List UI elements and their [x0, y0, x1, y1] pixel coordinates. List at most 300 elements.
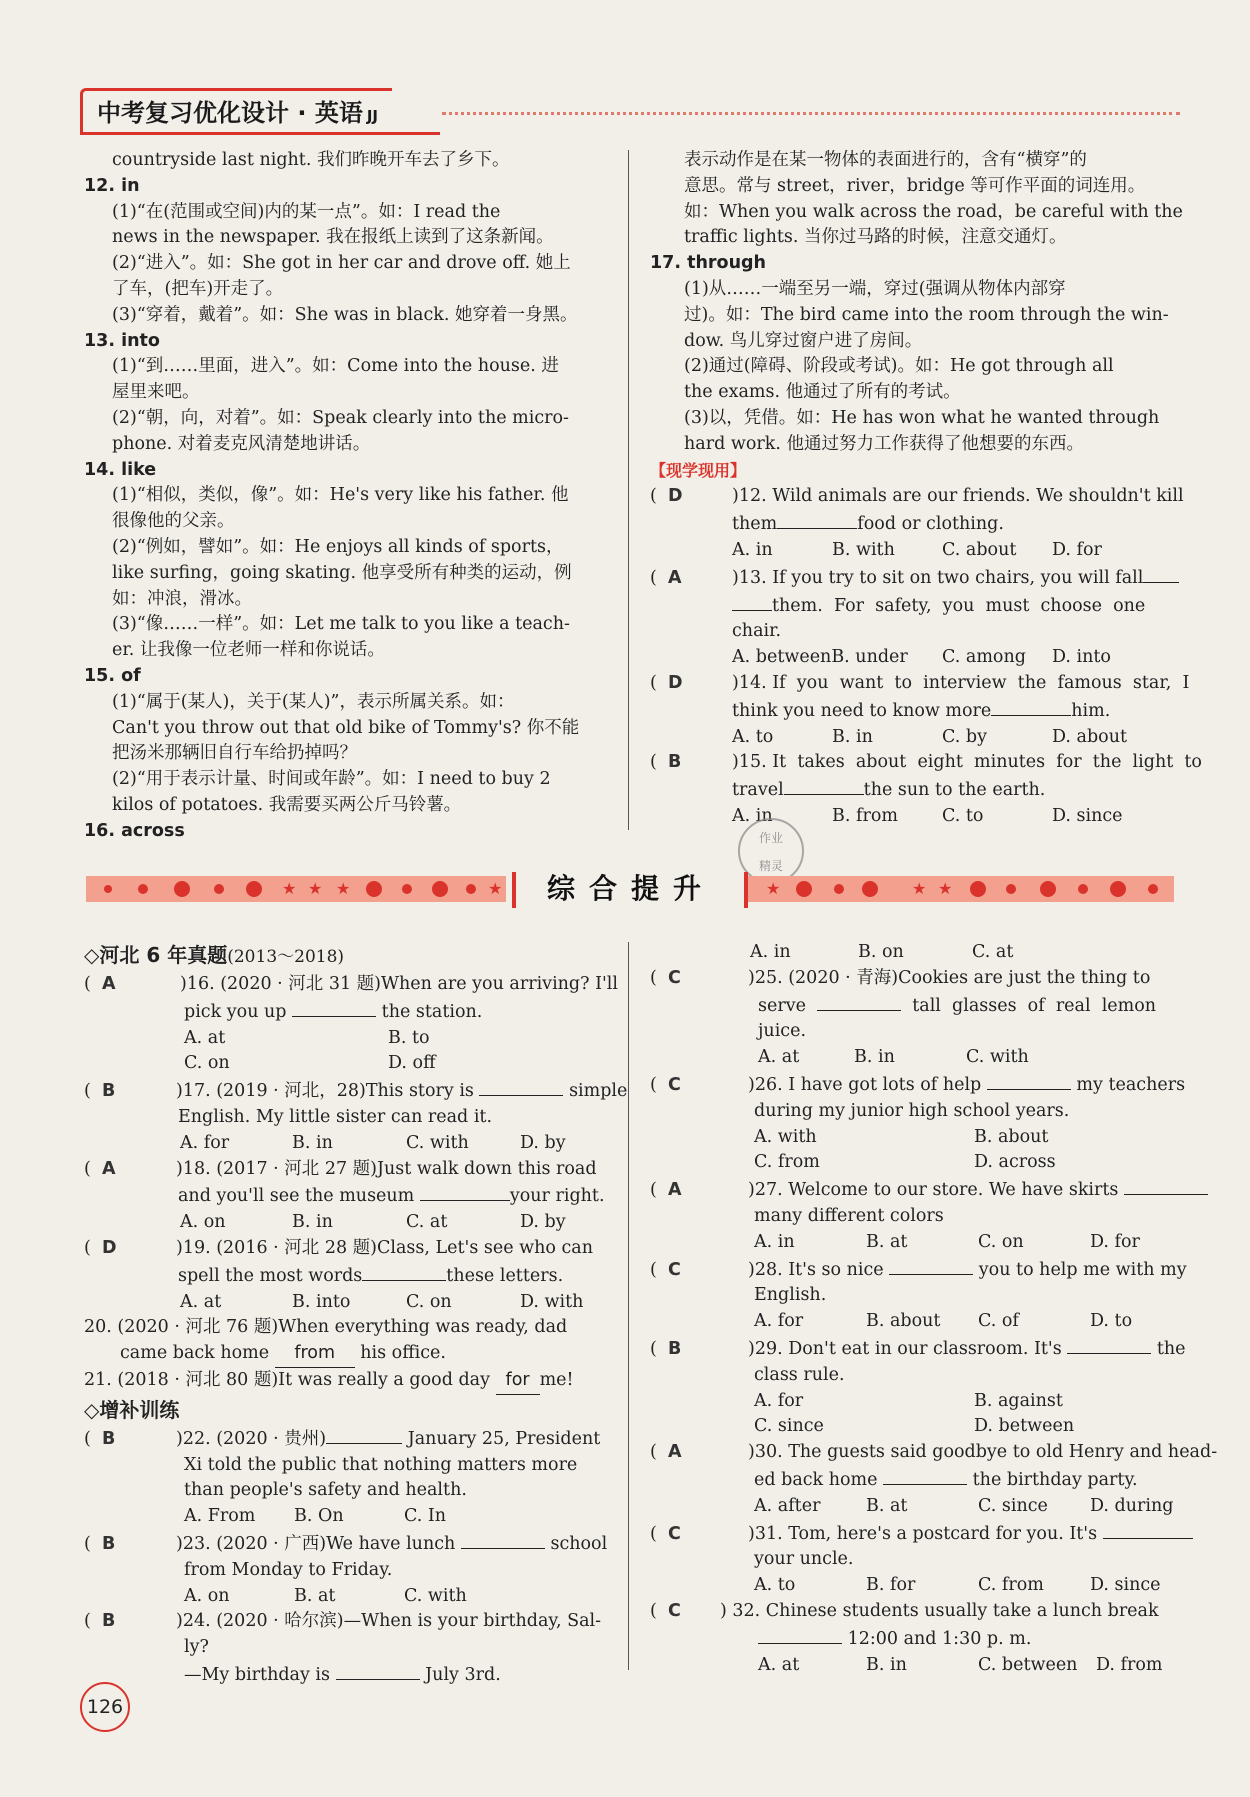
question-text: the	[1156, 1338, 1186, 1359]
option[interactable]: A. in	[732, 539, 773, 560]
option[interactable]: D. about	[1052, 726, 1128, 747]
question-text: )27. Welcome to our store. We have skirts	[748, 1180, 1119, 1201]
text-line: (2)“进入”。如：She got in her car and drove off. 她上	[112, 253, 571, 274]
text-line: 过)。如：The bird came into the room through the win-	[684, 304, 1169, 325]
option[interactable]: B. at	[866, 1231, 908, 1252]
options-row	[84, 1290, 614, 1316]
option[interactable]: D. across	[974, 1152, 1056, 1173]
answer-blank[interactable]	[1103, 1520, 1193, 1539]
answer-slot: ( B	[84, 1081, 116, 1102]
answer-blank[interactable]	[777, 510, 857, 529]
question-text: If you want to interview the famous star, I	[772, 672, 1190, 693]
answer-slot: ( C	[650, 1074, 681, 1095]
options-row	[650, 538, 1180, 564]
text-line: dow. 鸟儿穿过窗户进了房间。	[684, 330, 923, 351]
options-row	[84, 1051, 614, 1077]
option[interactable]: B. on	[858, 942, 904, 962]
banner-dot	[214, 884, 224, 894]
question-26	[650, 1071, 1186, 1176]
question-text: ly?	[184, 1637, 209, 1658]
option[interactable]: D. by	[520, 1132, 566, 1153]
question-text: Xi told the public that nothing matters more	[184, 1454, 578, 1475]
banner-star: ★	[282, 879, 297, 898]
question-text: ) 32. Chinese students usually take a lunch break	[720, 1600, 1159, 1621]
question-text: —My birthday is	[184, 1664, 330, 1685]
answer-slot: ( C	[650, 1600, 681, 1621]
option[interactable]: C. on	[184, 1053, 230, 1074]
question-31	[650, 1520, 1180, 1599]
question-text: your uncle.	[754, 1549, 854, 1570]
question-text: me!	[539, 1369, 574, 1390]
options-row	[650, 804, 1180, 830]
answer-blank[interactable]	[1067, 1335, 1151, 1354]
question-text: serve	[758, 995, 806, 1016]
options-row	[650, 1230, 1180, 1256]
question-text: July 3rd.	[425, 1664, 501, 1685]
option[interactable]: C. about	[942, 539, 1017, 560]
option[interactable]: B. about	[974, 1126, 1049, 1147]
banner-dot	[862, 881, 878, 897]
question-text: )25. (2020 · 青海)Cookies are just the thing to	[748, 967, 1151, 988]
answer-slot: ( A	[650, 1442, 682, 1463]
options-row	[650, 725, 1180, 751]
option[interactable]: A. at	[758, 1047, 800, 1068]
options-row	[84, 1131, 614, 1157]
banner-dot	[1040, 881, 1056, 897]
question-16	[84, 972, 618, 1077]
option[interactable]: B. to	[388, 1027, 430, 1048]
answer-blank[interactable]	[292, 998, 376, 1017]
options-row	[650, 645, 1180, 671]
question-text: these letters.	[446, 1265, 564, 1286]
question-text: )29. Don't eat in our classroom. It's	[748, 1338, 1062, 1359]
option[interactable]: C. between	[978, 1654, 1078, 1675]
option[interactable]: B. in	[866, 1654, 907, 1675]
option[interactable]: A. for	[180, 1132, 230, 1153]
section-heading-17: 17. through	[650, 253, 767, 274]
text-line: 把汤米那辆旧自行车给扔掉吗？	[112, 743, 357, 764]
option[interactable]: B. in	[832, 726, 873, 747]
question-20	[84, 1315, 614, 1368]
question-text: )18. (2017 · 河北 27 题)Just walk down this road	[176, 1158, 597, 1179]
text-line: 表示动作是在某一物体的表面进行的，含有“横穿”的	[684, 150, 1087, 170]
option[interactable]: C. with	[404, 1585, 467, 1606]
question-text: pick you up	[184, 1001, 287, 1022]
answer-slot: ( D	[650, 672, 683, 693]
question-text: )30. The guests said goodbye to old Henry and head-	[748, 1442, 1218, 1463]
question-text: )28. It's so nice	[748, 1259, 884, 1280]
banner-dot	[402, 884, 412, 894]
question-text: and you'll see the museum	[178, 1186, 415, 1207]
question-21	[84, 1368, 614, 1395]
options-row	[650, 1045, 1180, 1071]
banner-dot	[366, 881, 382, 897]
question-text: It takes about eight minutes for the light to	[772, 752, 1202, 773]
option[interactable]: D. into	[1052, 647, 1111, 668]
answer-slot: ( B	[84, 1533, 116, 1554]
option[interactable]: A. in	[750, 942, 791, 962]
question-text: them. For safety, you must choose one	[772, 595, 1146, 616]
answer-slot: ( B	[84, 1611, 116, 1632]
banner-title: 综合提升	[546, 872, 715, 905]
question-text: January 25, President	[407, 1428, 601, 1449]
option[interactable]: D. from	[1096, 1654, 1163, 1675]
options-row	[84, 1210, 614, 1236]
answer-slot: ( D	[84, 1237, 117, 1258]
options-row	[650, 1414, 1180, 1440]
question-text: my teachers	[1076, 1074, 1186, 1095]
question-22	[84, 1425, 614, 1530]
text-line: countryside last night. 我们昨晚开车去了乡下。	[112, 150, 510, 170]
header-sub: JJ	[366, 107, 378, 125]
option[interactable]: C. among	[942, 647, 1026, 668]
option[interactable]: B. On	[294, 1506, 344, 1527]
option[interactable]: D. since	[1052, 805, 1123, 826]
question-text: think you need to know more	[732, 700, 992, 721]
answer-slot: ( B	[84, 1428, 116, 1449]
column-divider	[628, 942, 629, 1670]
answer-blank[interactable]	[1124, 1176, 1208, 1195]
option[interactable]: D. by	[520, 1212, 566, 1233]
question-text: them	[732, 514, 778, 535]
question-text: )26. I have got lots of help	[748, 1074, 982, 1095]
option[interactable]: C. with	[406, 1132, 469, 1153]
text-line: traffic lights. 当你过马路的时候，注意交通灯。	[684, 227, 1067, 248]
option[interactable]: A. in	[732, 805, 773, 826]
question-text: If you try to sit on two chairs, you will fall	[772, 567, 1144, 588]
text-line: (2)“例如，譬如”。如：He enjoys all kinds of sports，	[112, 536, 564, 557]
answer-blank[interactable]	[883, 1466, 967, 1485]
options-row	[650, 1494, 1180, 1520]
answer-blank[interactable]	[784, 776, 864, 795]
option[interactable]: A. for	[754, 1311, 804, 1332]
banner-star: ★	[336, 879, 351, 898]
question-18	[84, 1157, 614, 1236]
page-header	[80, 88, 1180, 138]
section-banner	[86, 872, 1174, 908]
text-line: (2)通过(障碍、阶段或考试)。如：He got through all	[684, 356, 1114, 377]
question-text: 12:00 and 1:30 p. m.	[847, 1628, 1032, 1649]
option[interactable]: C. at	[972, 942, 1014, 962]
banner-star: ★	[912, 879, 927, 898]
banner-dot	[1078, 884, 1088, 894]
option[interactable]: D. for	[1090, 1231, 1140, 1252]
text-line: (1)从……一端至另一端，穿过(强调从物体内部穿	[684, 278, 1066, 299]
question-text: than people's safety and health.	[184, 1480, 467, 1501]
option[interactable]: B. against	[974, 1390, 1063, 1411]
answer-slot: ( C	[650, 1523, 681, 1544]
answer-blank[interactable]	[326, 1425, 402, 1444]
banner-dot	[174, 881, 190, 897]
header-title: 中考复习优化设计 · 英语	[97, 99, 363, 127]
stamp-text: 精灵	[758, 859, 783, 873]
question-text: )24. (2020 · 哈尔滨)—When is your birthday, Sal-	[176, 1611, 602, 1632]
question-number: )14.	[732, 672, 767, 693]
question-text: your right.	[509, 1186, 605, 1207]
question-text: juice.	[758, 1021, 807, 1042]
question-number: )15.	[732, 752, 767, 773]
question-text: the sun to the earth.	[863, 780, 1046, 801]
option[interactable]: A. to	[732, 726, 774, 747]
option[interactable]: D. since	[1090, 1575, 1161, 1596]
option[interactable]: C. by	[942, 726, 987, 747]
section-heading-14: 14. like	[84, 459, 157, 480]
answer-slot: ( C	[650, 967, 681, 988]
option[interactable]: A. for	[754, 1390, 804, 1411]
answer-blank[interactable]	[732, 592, 772, 611]
text-line: (3)以，凭借。如：He has won what he wanted through	[684, 407, 1160, 428]
text-line: 如：冲浪，滑冰。	[112, 588, 252, 609]
answer-slot: ( A	[650, 567, 682, 588]
text-line: (1)“在(范围或空间)内的某一点”。如：I read the	[112, 201, 501, 222]
option[interactable]: C. on	[406, 1291, 452, 1312]
option[interactable]: A. From	[184, 1506, 256, 1527]
question-14	[650, 671, 1190, 750]
section-heading-16: 16. across	[84, 820, 185, 841]
option[interactable]: B. about	[866, 1311, 941, 1332]
options-row	[84, 1026, 614, 1052]
answer-slot: ( A	[650, 1180, 682, 1201]
options-row	[650, 1389, 1180, 1415]
text-line: (3)“像……一样”。如：Let me talk to you like a teach-	[112, 614, 570, 635]
banner-bar	[744, 872, 748, 908]
banner-dot	[796, 881, 812, 897]
banner-dot	[246, 881, 262, 897]
answer-blank[interactable]	[817, 992, 901, 1011]
banner-dot	[432, 881, 448, 897]
question-23	[84, 1530, 614, 1609]
banner-dot	[138, 884, 148, 894]
answer-blank[interactable]	[758, 1625, 842, 1644]
question-number: )12.	[732, 486, 767, 507]
text-line: er. 让我像一位老师一样和你说话。	[112, 640, 385, 661]
text-line: (1)“属于(某人)，关于(某人)”，表示所属关系。如：	[112, 691, 515, 712]
option[interactable]: C. since	[754, 1416, 824, 1437]
banner-dot	[1148, 884, 1158, 894]
text-line: 如：When you walk across the road，be careful with the	[684, 201, 1183, 222]
options-row	[650, 1653, 1180, 1679]
answer-blank[interactable]	[889, 1256, 973, 1275]
question-24	[84, 1609, 614, 1688]
text-line: (2)“朝，向，对着”。如：Speak clearly into the micro-	[112, 407, 569, 428]
answer-blank[interactable]	[420, 1182, 510, 1201]
option[interactable]: D. off	[388, 1053, 436, 1074]
option[interactable]: C. since	[978, 1495, 1048, 1516]
options-row	[650, 1573, 1180, 1599]
section-heading-13: 13. into	[84, 330, 160, 351]
text-line: news in the newspaper. 我在报纸上读到了这条新闻。	[112, 227, 554, 248]
section-heading-15: 15. of	[84, 665, 141, 686]
question-text: )23. (2020 · 广西)We have lunch	[176, 1533, 456, 1554]
question-text: tall glasses of real lemon	[912, 995, 1157, 1016]
question-text: simple	[569, 1081, 628, 1102]
option[interactable]: B. in	[292, 1212, 333, 1233]
option[interactable]: C. from	[754, 1152, 820, 1173]
option[interactable]: A. on	[180, 1212, 226, 1233]
subhead-supplement: ◇增补训练	[84, 1397, 180, 1422]
option[interactable]: A. in	[754, 1231, 795, 1252]
answer-slot: ( B	[650, 1338, 682, 1359]
option[interactable]: A. with	[754, 1126, 817, 1147]
question-text: came back home	[120, 1343, 270, 1364]
option[interactable]: D. to	[1090, 1311, 1133, 1332]
question-27	[650, 1176, 1180, 1255]
question-text: English. My little sister can read it.	[178, 1106, 493, 1127]
option[interactable]: A. after	[754, 1495, 821, 1516]
subhead-hebei: ◇河北 6 年真题(2013～2018)	[84, 943, 345, 967]
text-line: (1)“相似，类似，像”。如：He's very like his father. 他	[112, 485, 569, 506]
answer-slot: ( D	[650, 486, 683, 507]
question-text: school	[550, 1533, 608, 1554]
option[interactable]: D. for	[1052, 539, 1102, 560]
option[interactable]: B. into	[292, 1291, 351, 1312]
question-15	[650, 750, 1202, 829]
answer-slot: ( B	[650, 752, 682, 773]
text-line: 很像他的父亲。	[112, 511, 235, 532]
answer-blank[interactable]	[461, 1530, 545, 1549]
text-line: the exams. 他通过了所有的考试。	[684, 382, 961, 403]
practice-tag: 【现学现用】	[650, 460, 747, 480]
header-underline	[80, 132, 440, 135]
option[interactable]: B. for	[866, 1575, 916, 1596]
option[interactable]: C. on	[978, 1231, 1024, 1252]
option[interactable]: A. at	[758, 1654, 800, 1675]
header-dotted-rule	[442, 112, 1180, 119]
text-line: 意思。常与 street，river，bridge 等可作平面的词连用。	[684, 175, 1146, 196]
answer-blank[interactable]	[991, 697, 1071, 716]
question-text: you to help me with my	[978, 1259, 1187, 1280]
banner-dot	[970, 881, 986, 897]
question-text: the station.	[381, 1001, 483, 1022]
left-bottom-column	[84, 940, 628, 1689]
option[interactable]: D. during	[1090, 1495, 1174, 1516]
option[interactable]: B. in	[292, 1132, 333, 1153]
text-line: (2)“用于表示计量、时间或年龄”。如：I need to buy 2	[112, 769, 551, 790]
option[interactable]: C. with	[966, 1047, 1029, 1068]
text-line: (3)“穿着，戴着”。如：She was in black. 她穿着一身黑。	[112, 304, 578, 325]
question-text: him.	[1071, 700, 1111, 721]
options-row	[650, 940, 1180, 966]
question-text: Wild animals are our friends. We shouldn't kill	[772, 486, 1184, 507]
option[interactable]: D. between	[974, 1416, 1075, 1437]
question-30	[650, 1440, 1218, 1519]
option[interactable]: A. on	[184, 1585, 230, 1606]
filled-answer[interactable]: for	[496, 1368, 540, 1395]
options-row	[84, 1504, 614, 1530]
answer-blank[interactable]	[362, 1262, 446, 1281]
text-line: 了车，(把车)开走了。	[112, 278, 284, 299]
option[interactable]: C. at	[406, 1212, 448, 1233]
option[interactable]: A. to	[754, 1575, 796, 1596]
question-12	[650, 484, 1184, 563]
answer-blank[interactable]	[987, 1071, 1071, 1090]
option[interactable]: C. of	[978, 1311, 1019, 1332]
answer-blank[interactable]	[1143, 564, 1179, 583]
banner-star: ★	[308, 879, 323, 898]
text-line: Can't you throw out that old bike of Tommy's? 你不能	[112, 717, 580, 738]
question-text: )22. (2020 · 贵州)	[176, 1428, 327, 1449]
question-text: food or clothing.	[857, 514, 1004, 535]
option[interactable]: A. at	[180, 1291, 222, 1312]
question-29	[650, 1335, 1186, 1440]
text-line: hard work. 他通过努力工作获得了他想要的东西。	[684, 433, 1084, 454]
right-bottom-column	[650, 940, 1218, 1678]
question-17	[84, 1077, 628, 1156]
option[interactable]: D. with	[520, 1291, 584, 1312]
text-line: (1)“到……里面，进入”。如：Come into the house. 进	[112, 356, 559, 377]
banner-star: ★	[938, 879, 953, 898]
question-text: )19. (2016 · 河北 28 题)Class, Let's see who can	[176, 1237, 593, 1258]
header-title-box	[80, 88, 392, 135]
question-text: spell the most words	[178, 1265, 363, 1286]
answer-blank[interactable]	[336, 1661, 420, 1680]
question-text: )17. (2019 · 河北，28)This story is	[176, 1081, 474, 1102]
question-text: many different colors	[754, 1205, 944, 1226]
question-text: )31. Tom, here's a postcard for you. It's	[748, 1523, 1098, 1544]
banner-dot	[104, 885, 112, 893]
option[interactable]: C. from	[978, 1575, 1044, 1596]
option[interactable]: B. with	[832, 539, 895, 560]
question-25	[650, 966, 1180, 1071]
banner-dot	[834, 884, 844, 894]
banner-star: ★	[488, 879, 503, 898]
text-line: like surfing，going skating. 他享受所有种类的运动，例	[112, 562, 572, 583]
question-text: from Monday to Friday.	[184, 1559, 393, 1580]
answer-blank[interactable]	[479, 1077, 563, 1096]
option[interactable]: B. from	[832, 805, 898, 826]
question-text: during my junior high school years.	[754, 1100, 1070, 1121]
question-text: 21. (2018 · 河北 80 题)It was really a good day	[84, 1369, 490, 1390]
section-heading-12: 12. in	[84, 175, 140, 196]
option[interactable]: C. In	[404, 1506, 447, 1527]
question-text: )16. (2020 · 河北 31 题)When are you arriving? I'll	[180, 974, 618, 994]
answer-slot: ( C	[650, 1259, 681, 1280]
question-text: class rule.	[754, 1364, 845, 1385]
option[interactable]: C. to	[942, 805, 984, 826]
question-text: ed back home	[754, 1469, 878, 1490]
question-13	[650, 564, 1180, 671]
banner-dot	[1006, 884, 1016, 894]
question-text: 20. (2020 · 河北 76 题)When everything was ready, dad	[84, 1317, 568, 1338]
stamp-text: 作业	[758, 831, 783, 845]
question-32	[650, 1599, 1180, 1678]
text-line: phone. 对着麦克风清楚地讲话。	[112, 433, 371, 454]
text-line: 屋里来吧。	[112, 382, 200, 403]
options-row	[84, 1584, 614, 1610]
question-text: English.	[754, 1285, 827, 1306]
left-top-column	[84, 148, 606, 845]
right-top-column	[650, 148, 1202, 830]
options-row	[650, 1150, 1180, 1176]
banner-dot	[1110, 881, 1126, 897]
option[interactable]: B. in	[854, 1047, 895, 1068]
question-number: )13.	[732, 567, 767, 588]
question-text: his office.	[360, 1343, 446, 1364]
option[interactable]: A. at	[184, 1027, 226, 1048]
filled-answer[interactable]: from	[275, 1341, 355, 1368]
question-text: chair.	[732, 621, 782, 642]
option[interactable]: B. at	[866, 1495, 908, 1516]
question-text: travel	[732, 780, 784, 801]
answer-slot: ( A	[84, 974, 116, 994]
options-row	[650, 1125, 1180, 1151]
option[interactable]: B. at	[294, 1585, 336, 1606]
option[interactable]: A. betweenB. under	[732, 647, 908, 668]
question-text: the birthday party.	[972, 1469, 1138, 1490]
answer-slot: ( A	[84, 1158, 116, 1179]
page-number: 126	[80, 1682, 130, 1732]
column-divider	[628, 150, 629, 830]
